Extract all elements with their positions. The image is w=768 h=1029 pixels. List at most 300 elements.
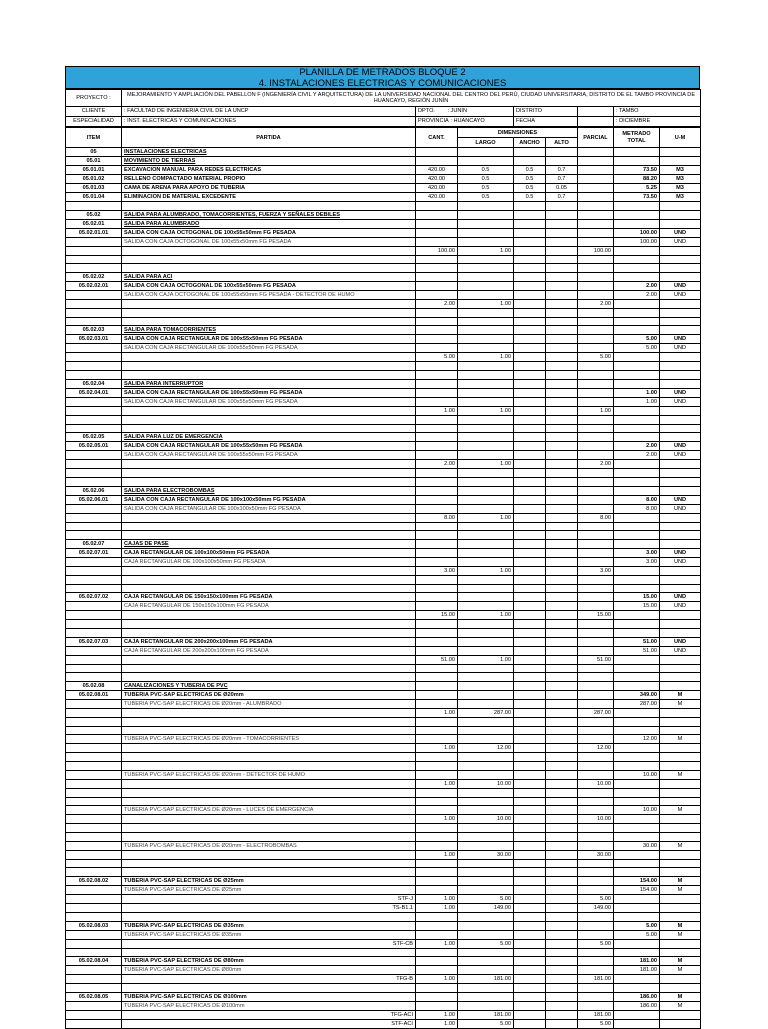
table-row xyxy=(66,637,701,646)
um-cell xyxy=(660,709,701,718)
item-cell xyxy=(66,362,122,371)
ancho-cell xyxy=(514,975,546,984)
partida-cell: EXCAVACION MANUAL PARA REDES ELECTRICAS xyxy=(122,166,416,175)
largo-cell xyxy=(458,770,514,779)
especialidad-value: : INST. ELECTRICAS Y COMUNICACIONES xyxy=(122,117,416,127)
cant-cell xyxy=(416,424,458,433)
table-row xyxy=(66,575,701,584)
um-cell: UND xyxy=(660,344,701,353)
partida-cell xyxy=(122,424,416,433)
parcial-cell xyxy=(578,273,614,282)
metrado-total-cell: 73.50 xyxy=(614,193,660,202)
parcial-cell xyxy=(578,620,614,629)
largo-cell xyxy=(458,469,514,478)
parcial-cell: 100.00 xyxy=(578,246,614,255)
ancho-cell xyxy=(514,237,546,246)
parcial-cell: 5.00 xyxy=(578,894,614,903)
table-row xyxy=(66,859,701,868)
table-row xyxy=(66,344,701,353)
parcial-cell xyxy=(578,832,614,841)
um-cell: UND xyxy=(660,646,701,655)
alto-cell xyxy=(546,779,578,788)
metrado-total-cell xyxy=(614,868,660,877)
partida-cell: CAJAS DE PASE xyxy=(122,539,416,548)
parcial-cell xyxy=(578,477,614,486)
metrado-total-cell xyxy=(614,219,660,228)
table-row xyxy=(66,148,701,157)
partida-cell xyxy=(122,611,416,620)
cant-cell: 420.00 xyxy=(416,166,458,175)
largo-cell xyxy=(458,442,514,451)
largo-cell: 0.5 xyxy=(458,175,514,184)
col-alto: ALTO xyxy=(546,138,578,148)
ancho-cell xyxy=(514,921,546,930)
table-row xyxy=(66,868,701,877)
item-cell: 05.02.08.05 xyxy=(66,993,122,1002)
um-cell xyxy=(660,309,701,318)
table-row xyxy=(66,797,701,806)
parcial-cell: 15.00 xyxy=(578,611,614,620)
partida-cell xyxy=(122,353,416,362)
alto-cell xyxy=(546,939,578,948)
largo-cell: 0.5 xyxy=(458,193,514,202)
table-row xyxy=(66,850,701,859)
item-cell: 05 xyxy=(66,148,122,157)
um-cell: UND xyxy=(660,548,701,557)
partida-cell: SALIDA CON CAJA RECTANGULAR DE 100x55x50mm FG PESADA xyxy=(122,388,416,397)
cant-cell xyxy=(416,593,458,602)
metrado-total-cell xyxy=(614,850,660,859)
table-row xyxy=(66,841,701,850)
cant-cell: 15.00 xyxy=(416,611,458,620)
parcial-cell xyxy=(578,876,614,885)
item-cell xyxy=(66,611,122,620)
table-row xyxy=(66,806,701,815)
alto-cell xyxy=(546,273,578,282)
um-cell: M xyxy=(660,770,701,779)
sheet-subtitle: 4. INSTALACIONES ELECTRICAS Y COMUNICACIONES xyxy=(258,77,507,89)
parcial-cell xyxy=(578,175,614,184)
um-cell xyxy=(660,718,701,727)
ancho-cell xyxy=(514,993,546,1002)
item-cell: 05.02.07 xyxy=(66,539,122,548)
item-cell xyxy=(66,566,122,575)
parcial-cell: 2.00 xyxy=(578,460,614,469)
cant-cell xyxy=(416,770,458,779)
item-cell: 05.02.07.01 xyxy=(66,548,122,557)
um-cell xyxy=(660,868,701,877)
ancho-cell xyxy=(514,912,546,921)
alto-cell: 0.7 xyxy=(546,193,578,202)
metrado-total-cell: 349.00 xyxy=(614,691,660,700)
table-row xyxy=(66,894,701,903)
metrado-total-cell: 88.20 xyxy=(614,175,660,184)
table-row xyxy=(66,770,701,779)
cant-cell xyxy=(416,379,458,388)
metrado-total-cell xyxy=(614,246,660,255)
cant-cell xyxy=(416,620,458,629)
alto-cell xyxy=(546,477,578,486)
alto-cell xyxy=(546,460,578,469)
metrado-total-cell: 186.00 xyxy=(614,1002,660,1011)
item-cell: 05.02.01 xyxy=(66,219,122,228)
parcial-cell xyxy=(578,584,614,593)
ancho-cell xyxy=(514,353,546,362)
parcial-cell xyxy=(578,522,614,531)
table-row xyxy=(66,629,701,638)
um-cell: M xyxy=(660,700,701,709)
cant-cell: 1.00 xyxy=(416,894,458,903)
partida-cell: TS-B1.1 xyxy=(122,903,416,912)
um-cell xyxy=(660,255,701,264)
metrado-total-cell: 8.00 xyxy=(614,495,660,504)
alto-cell xyxy=(546,921,578,930)
cant-cell: 1.00 xyxy=(416,939,458,948)
parcial-cell xyxy=(578,575,614,584)
table-row xyxy=(66,246,701,255)
table-row xyxy=(66,469,701,478)
um-cell xyxy=(660,797,701,806)
alto-cell xyxy=(546,237,578,246)
largo-cell xyxy=(458,415,514,424)
table-row xyxy=(66,219,701,228)
table-row xyxy=(66,539,701,548)
item-cell xyxy=(66,460,122,469)
item-cell xyxy=(66,903,122,912)
partida-cell: CAJA RECTANGULAR DE 150x150x100mm FG PESADA xyxy=(122,593,416,602)
table-row xyxy=(66,486,701,495)
partida-cell xyxy=(122,664,416,673)
alto-cell xyxy=(546,611,578,620)
item-cell xyxy=(66,344,122,353)
partida-cell xyxy=(122,709,416,718)
alto-cell xyxy=(546,264,578,273)
largo-cell xyxy=(458,148,514,157)
parcial-cell xyxy=(578,1002,614,1011)
metrado-total-cell: 181.00 xyxy=(614,966,660,975)
cant-cell xyxy=(416,397,458,406)
item-cell xyxy=(66,824,122,833)
ancho-cell xyxy=(514,282,546,291)
parcial-cell: 10.00 xyxy=(578,815,614,824)
ancho-cell xyxy=(514,539,546,548)
um-cell xyxy=(660,246,701,255)
ancho-cell xyxy=(514,388,546,397)
table-row xyxy=(66,548,701,557)
largo-cell xyxy=(458,388,514,397)
dpto-cell xyxy=(416,107,514,117)
item-cell xyxy=(66,797,122,806)
partida-cell xyxy=(122,477,416,486)
parcial-cell xyxy=(578,664,614,673)
alto-cell xyxy=(546,735,578,744)
cant-cell xyxy=(416,682,458,691)
table-row xyxy=(66,664,701,673)
um-cell xyxy=(660,753,701,762)
parcial-cell xyxy=(578,486,614,495)
ancho-cell xyxy=(514,362,546,371)
partida-cell: SALIDA CON CAJA RECTANGULAR DE 100x55x50mm FG PESADA xyxy=(122,344,416,353)
item-cell xyxy=(66,859,122,868)
alto-cell xyxy=(546,433,578,442)
dpto-value: : JUNIN xyxy=(447,108,468,114)
largo-cell: 1.00 xyxy=(458,300,514,309)
table-row xyxy=(66,762,701,771)
item-cell: 05.02.06.01 xyxy=(66,495,122,504)
ancho-cell xyxy=(514,744,546,753)
item-cell: 05.02.04 xyxy=(66,379,122,388)
um-cell: UND xyxy=(660,442,701,451)
alto-cell xyxy=(546,309,578,318)
cant-cell: 2.00 xyxy=(416,300,458,309)
largo-cell xyxy=(458,317,514,326)
partida-cell xyxy=(122,264,416,273)
metrado-total-cell xyxy=(614,984,660,993)
cant-cell xyxy=(416,637,458,646)
metrado-total-cell: 3.00 xyxy=(614,548,660,557)
ancho-cell xyxy=(514,859,546,868)
partida-cell xyxy=(122,797,416,806)
cant-cell: 8.00 xyxy=(416,513,458,522)
parcial-cell: 51.00 xyxy=(578,655,614,664)
item-cell: 05.02.06 xyxy=(66,486,122,495)
cant-cell xyxy=(416,442,458,451)
metrado-total-cell: 5.25 xyxy=(614,184,660,193)
metrado-total-cell xyxy=(614,744,660,753)
partida-cell xyxy=(122,868,416,877)
um-cell xyxy=(660,326,701,335)
alto-cell xyxy=(546,210,578,219)
parcial-cell: 181.00 xyxy=(578,1011,614,1020)
sheet-title: PLANILLA DE METRADOS BLOQUE 2 xyxy=(299,67,466,78)
alto-cell xyxy=(546,718,578,727)
metrados-sheet xyxy=(65,66,700,1029)
parcial-cell: 149.00 xyxy=(578,903,614,912)
largo-cell xyxy=(458,691,514,700)
ancho-cell xyxy=(514,832,546,841)
cant-cell xyxy=(416,664,458,673)
info-table xyxy=(65,89,701,127)
parcial-cell: 12.00 xyxy=(578,744,614,753)
cant-cell xyxy=(416,806,458,815)
alto-cell xyxy=(546,966,578,975)
ancho-cell xyxy=(514,966,546,975)
um-cell: M xyxy=(660,885,701,894)
largo-cell: 1.00 xyxy=(458,460,514,469)
cant-cell xyxy=(416,219,458,228)
ancho-cell xyxy=(514,593,546,602)
parcial-cell xyxy=(578,966,614,975)
cant-cell xyxy=(416,264,458,273)
largo-cell xyxy=(458,832,514,841)
partida-cell: SALIDA CON CAJA OCTOGONAL DE 100x55x50mm FG PESADA - DETECTOR DE HUMO xyxy=(122,291,416,300)
item-cell: 05.02.01.01 xyxy=(66,228,122,237)
table-row xyxy=(66,531,701,540)
partida-cell: TUBERIA PVC-SAP ELECTRICAS DE Ø35mm xyxy=(122,921,416,930)
cant-cell xyxy=(416,451,458,460)
table-row xyxy=(66,406,701,415)
largo-cell: 287.00 xyxy=(458,709,514,718)
um-cell xyxy=(660,219,701,228)
metrado-total-cell xyxy=(614,424,660,433)
table-row xyxy=(66,202,701,211)
table-row xyxy=(66,726,701,735)
ancho-cell xyxy=(514,1020,546,1029)
cant-cell xyxy=(416,868,458,877)
largo-cell xyxy=(458,202,514,211)
ancho-cell xyxy=(514,797,546,806)
alto-cell xyxy=(546,832,578,841)
metrado-total-cell xyxy=(614,433,660,442)
item-cell xyxy=(66,984,122,993)
largo-cell xyxy=(458,264,514,273)
partida-cell xyxy=(122,753,416,762)
metrado-total-cell xyxy=(614,975,660,984)
parcial-cell: 30.00 xyxy=(578,850,614,859)
parcial-cell: 2.00 xyxy=(578,300,614,309)
largo-cell xyxy=(458,291,514,300)
partida-cell xyxy=(122,726,416,735)
item-cell xyxy=(66,894,122,903)
table-row xyxy=(66,682,701,691)
metrado-total-cell xyxy=(614,469,660,478)
ancho-cell xyxy=(514,770,546,779)
partida-cell: RELLENO COMPACTADO MATERIAL PROPIO xyxy=(122,175,416,184)
cant-cell: 3.00 xyxy=(416,566,458,575)
cant-cell xyxy=(416,966,458,975)
um-cell xyxy=(660,566,701,575)
cant-cell xyxy=(416,993,458,1002)
table-row xyxy=(66,876,701,885)
item-cell xyxy=(66,584,122,593)
largo-cell xyxy=(458,593,514,602)
table-row xyxy=(66,388,701,397)
table-row xyxy=(66,264,701,273)
parcial-cell xyxy=(578,770,614,779)
cant-cell xyxy=(416,1002,458,1011)
parcial-cell xyxy=(578,948,614,957)
parcial-cell xyxy=(578,797,614,806)
table-row xyxy=(66,832,701,841)
largo-cell xyxy=(458,637,514,646)
fecha-value: : DICIEMBRE xyxy=(614,117,701,127)
partida-cell xyxy=(122,300,416,309)
cant-cell xyxy=(416,984,458,993)
largo-cell xyxy=(458,433,514,442)
um-cell xyxy=(660,788,701,797)
parcial-cell xyxy=(578,344,614,353)
largo-cell: 5.00 xyxy=(458,939,514,948)
parcial-cell xyxy=(578,237,614,246)
parcial-cell xyxy=(578,673,614,682)
item-cell xyxy=(66,709,122,718)
item-cell xyxy=(66,655,122,664)
largo-cell: 1.00 xyxy=(458,246,514,255)
alto-cell xyxy=(546,353,578,362)
cant-cell xyxy=(416,726,458,735)
ancho-cell xyxy=(514,504,546,513)
metrado-total-cell xyxy=(614,486,660,495)
ancho-cell xyxy=(514,894,546,903)
largo-cell: 0.5 xyxy=(458,184,514,193)
um-cell xyxy=(660,317,701,326)
item-cell xyxy=(66,726,122,735)
table-row xyxy=(66,228,701,237)
largo-cell xyxy=(458,539,514,548)
cant-cell xyxy=(416,415,458,424)
metrado-total-cell: 15.00 xyxy=(614,602,660,611)
ancho-cell xyxy=(514,753,546,762)
partida-cell xyxy=(122,629,416,638)
col-item: ITEM xyxy=(66,128,122,148)
um-cell xyxy=(660,300,701,309)
um-cell xyxy=(660,264,701,273)
table-row xyxy=(66,602,701,611)
partida-cell: CAMA DE ARENA PARA APOYO DE TUBERIA xyxy=(122,184,416,193)
metrados-body xyxy=(66,148,701,1029)
cant-cell: 1.00 xyxy=(416,850,458,859)
ancho-cell xyxy=(514,779,546,788)
largo-cell: 181.00 xyxy=(458,975,514,984)
cant-cell xyxy=(416,317,458,326)
table-row xyxy=(66,371,701,380)
item-cell xyxy=(66,718,122,727)
partida-cell xyxy=(122,779,416,788)
cant-cell xyxy=(416,148,458,157)
um-cell: UND xyxy=(660,557,701,566)
alto-cell xyxy=(546,228,578,237)
ancho-cell xyxy=(514,673,546,682)
item-cell xyxy=(66,673,122,682)
cant-cell xyxy=(416,388,458,397)
parcial-cell xyxy=(578,735,614,744)
metrado-total-cell: 2.00 xyxy=(614,291,660,300)
largo-cell xyxy=(458,237,514,246)
largo-cell xyxy=(458,859,514,868)
cant-cell xyxy=(416,762,458,771)
cant-cell xyxy=(416,797,458,806)
largo-cell xyxy=(458,157,514,166)
proyecto-label: PROYECTO : xyxy=(66,90,122,107)
parcial-cell xyxy=(578,424,614,433)
parcial-cell xyxy=(578,885,614,894)
alto-cell xyxy=(546,539,578,548)
um-cell xyxy=(660,744,701,753)
item-cell: 05.02.05.01 xyxy=(66,442,122,451)
parcial-cell xyxy=(578,495,614,504)
largo-cell xyxy=(458,629,514,638)
metrado-total-cell: 154.00 xyxy=(614,885,660,894)
partida-cell: TUBERIA PVC-SAP ELECTRICAS DE Ø35mm xyxy=(122,930,416,939)
ancho-cell: 0.5 xyxy=(514,166,546,175)
ancho-cell xyxy=(514,664,546,673)
parcial-cell xyxy=(578,219,614,228)
um-cell: UND xyxy=(660,388,701,397)
table-row xyxy=(66,930,701,939)
table-row xyxy=(66,815,701,824)
largo-cell xyxy=(458,255,514,264)
table-row xyxy=(66,166,701,175)
table-row xyxy=(66,966,701,975)
metrado-total-cell: 2.00 xyxy=(614,442,660,451)
partida-cell: SALIDA CON CAJA OCTOGONAL DE 100x55x50mm FG PESADA xyxy=(122,282,416,291)
cant-cell xyxy=(416,504,458,513)
ancho-cell xyxy=(514,655,546,664)
ancho-cell xyxy=(514,850,546,859)
largo-cell xyxy=(458,219,514,228)
item-cell: 05.01.03 xyxy=(66,184,122,193)
ancho-cell xyxy=(514,868,546,877)
